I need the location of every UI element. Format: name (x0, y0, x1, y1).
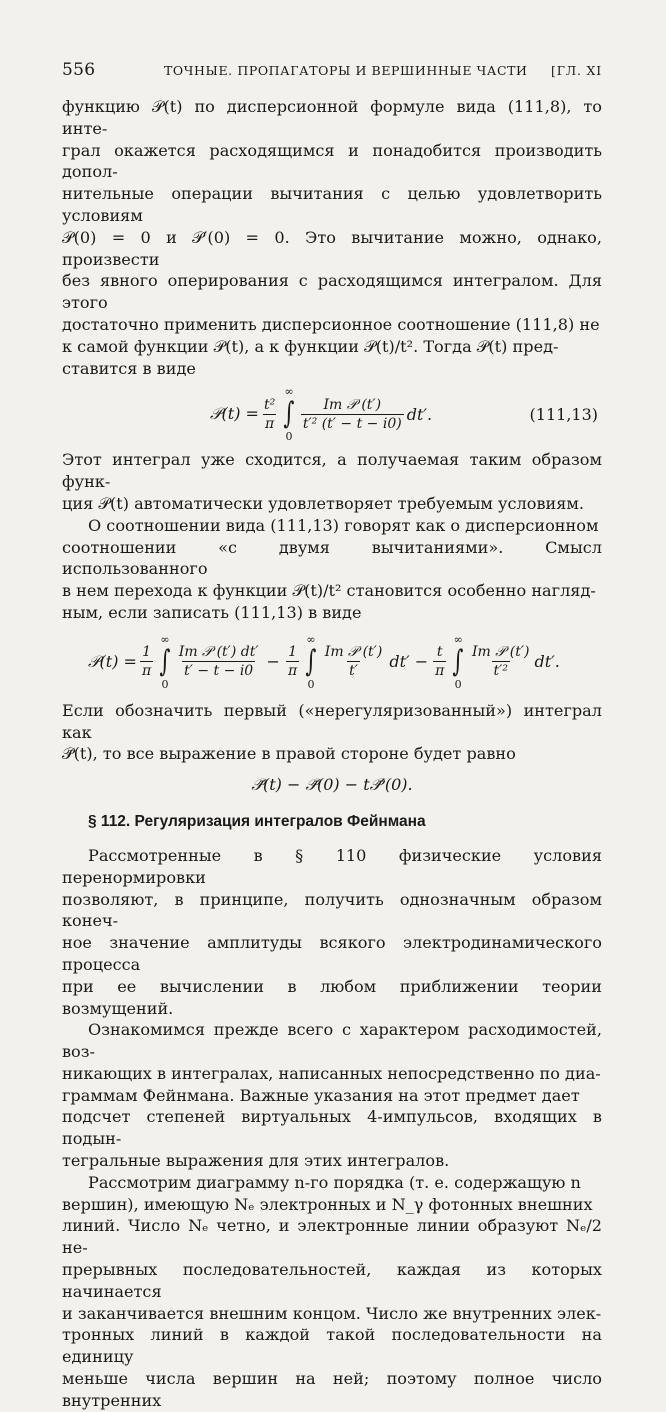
frac-den: π (264, 415, 275, 432)
eq-lhs: 𝒫(t) = (88, 651, 137, 671)
coef-1 (140, 644, 153, 679)
term-2 (323, 644, 385, 679)
frac-den: π (435, 663, 445, 680)
lower-limit: 0 (307, 677, 315, 691)
text-line: линий. Число Nₑ четно, и электронные линии образуют Nₑ/2 не- (62, 1216, 602, 1258)
frac-den: t′ (349, 663, 358, 680)
frac-den: t′ − t − i0 (184, 663, 254, 680)
text-line: никающих в интегралах, написанных непосредственно по диа- (62, 1063, 601, 1083)
equation-111-13 (62, 379, 602, 449)
integral-sign (303, 634, 319, 690)
text-line: прерывных последовательностей, каждая из которых начинается (62, 1260, 602, 1301)
chapter-label: [ГЛ. XI (551, 63, 602, 78)
section-title: § 112. Регуляризация интегралов Фейнмана (88, 813, 426, 831)
paragraph-1 (62, 96, 602, 379)
eq-differential: dt′. (406, 404, 433, 424)
text-line: ция 𝒫(t) автоматически удовлетворяет требуемым условиям. (62, 493, 585, 513)
eq-differential: dt′ − (389, 652, 429, 672)
paragraph-6 (62, 1019, 602, 1172)
text-line: тронных линий в каждой такой последовательности на единицу (62, 1325, 602, 1367)
minus-sign: − (266, 652, 280, 672)
text-line: и заканчивается внешним концом. Число же внутренних элек- (62, 1303, 602, 1323)
text-line: меньше числа вершин на ней; поэтому полное число внутренних (62, 1369, 602, 1410)
paragraph-4 (62, 700, 602, 765)
text-line: ным, если записать (111,13) в виде (62, 602, 362, 622)
term-3 (470, 644, 532, 679)
upper-limit: ∞ (453, 632, 463, 646)
frac-num: Im 𝒫 (t′) dt′ (178, 644, 259, 661)
frac-den: π (287, 663, 298, 680)
text-line: 𝒫(0) = 0 и 𝒫′(0) = 0. Это вычитание можно, однако, произвести (62, 227, 602, 269)
term-1 (177, 644, 261, 679)
text-line: без явного оперирования с расходящимся интегралом. Для этого (62, 271, 602, 313)
equation-result (62, 765, 602, 805)
text-line: ставится в виде (62, 358, 196, 378)
text-line: граммам Фейнмана. Важные указания на этот предмет дает (62, 1085, 580, 1105)
text-line: Рассмотренные в § 110 физические условия перенормировки (62, 845, 602, 887)
equation-label: (111,13) (529, 404, 598, 424)
paragraph-5 (62, 845, 602, 1019)
text-line: Ознакомимся прежде всего с характером расходимостей, воз- (62, 1020, 602, 1062)
lower-limit: 0 (454, 677, 462, 691)
section-heading-block (88, 811, 602, 833)
integral-sign (157, 634, 173, 690)
frac-num: Im 𝒫 (t′) (323, 396, 382, 413)
integral-glyph: ∫ (452, 643, 464, 679)
text-line: при ее вычислении в любом приближении теории возмущений. (62, 976, 602, 1018)
text-line: позволяют, в принципе, получить однозначным образом конеч- (62, 889, 602, 931)
text-line: грал окажется расходящимся и понадобится производить допол- (62, 140, 602, 182)
text-line: О соотношении вида (111,13) говорят как о дисперсионном (88, 515, 599, 535)
frac-num: t (436, 644, 443, 661)
page-header (62, 60, 602, 86)
eq-integrand (301, 397, 404, 432)
paragraph-7 (62, 1172, 602, 1412)
lower-limit: 0 (285, 430, 293, 444)
integral-glyph: ∫ (305, 643, 317, 679)
text-line: Рассмотрим диаграмму n-го порядка (т. е. содержащую n (88, 1172, 581, 1192)
integral-sign (281, 386, 297, 442)
text-line: достаточно применить дисперсионное соотношение (111,8) не (62, 314, 600, 334)
text-line: вершин), имеющую Nₑ электронных и N_γ фотонных внешних (62, 1194, 593, 1214)
text-line: Если обозначить первый («нерегуляризованный») интеграл как (62, 700, 602, 742)
eq-expression: 𝒫̄(t) − 𝒫̄(0) − t𝒫̄′(0). (251, 775, 413, 795)
text-line: Этот интеграл уже сходится, а получаемая таким образом функ- (62, 450, 602, 492)
frac-den: π (141, 663, 152, 680)
text-line: нительные операции вычитания с целью удовлетворить условиям (62, 184, 602, 225)
upper-limit: ∞ (160, 632, 170, 646)
eq-prefactor (262, 397, 277, 432)
text-line: в нем перехода к функции 𝒫(t)/t² становится особенно нагляд- (62, 581, 596, 601)
text-line: к самой функции 𝒫(t), а к функции 𝒫(t)/t². Тогда 𝒫(t) пред- (62, 336, 559, 356)
frac-den: t′² (t′ − t − i0) (302, 415, 402, 432)
integral-glyph: ∫ (159, 643, 171, 679)
coef-3 (433, 644, 446, 679)
text-line: тегральные выражения для этих интегралов. (62, 1151, 450, 1171)
text-line: функцию 𝒫(t) по дисперсионной формуле вида (111,8), то инте- (62, 97, 602, 138)
frac-num: Im 𝒫 (t′) (324, 644, 383, 661)
frac-num: t² (263, 396, 276, 413)
text-line: 𝒫̄(t), то все выражение в правой стороне будет равно (62, 744, 516, 764)
eq-lhs: 𝒫(t) = (210, 404, 259, 424)
text-line: ное значение амплитуды всякого электродинамического процесса (62, 933, 602, 974)
equation-expanded (62, 624, 602, 700)
text-line: подсчет степеней виртуальных 4-импульсов, входящих в подын- (62, 1107, 602, 1149)
frac-num: Im 𝒫 (t′) (471, 644, 530, 661)
upper-limit: ∞ (284, 385, 294, 399)
running-title: ТОЧНЫЕ. ПРОПАГАТОРЫ И ВЕРШИННЫЕ ЧАСТИ (164, 63, 528, 78)
frac-den: t′² (493, 663, 508, 680)
text-line: соотношении «с двумя вычитаниями». Смысл использованного (62, 537, 602, 579)
frac-num: 1 (142, 644, 152, 661)
lower-limit: 0 (161, 677, 169, 691)
page-number: 556 (62, 60, 96, 80)
frac-num: 1 (288, 644, 298, 661)
integral-glyph: ∫ (283, 396, 295, 432)
paragraph-3 (62, 515, 602, 624)
upper-limit: ∞ (306, 632, 316, 646)
paragraph-2 (62, 449, 602, 514)
integral-sign (450, 634, 466, 690)
eq-differential: dt′. (534, 652, 560, 672)
coef-2 (286, 644, 299, 679)
